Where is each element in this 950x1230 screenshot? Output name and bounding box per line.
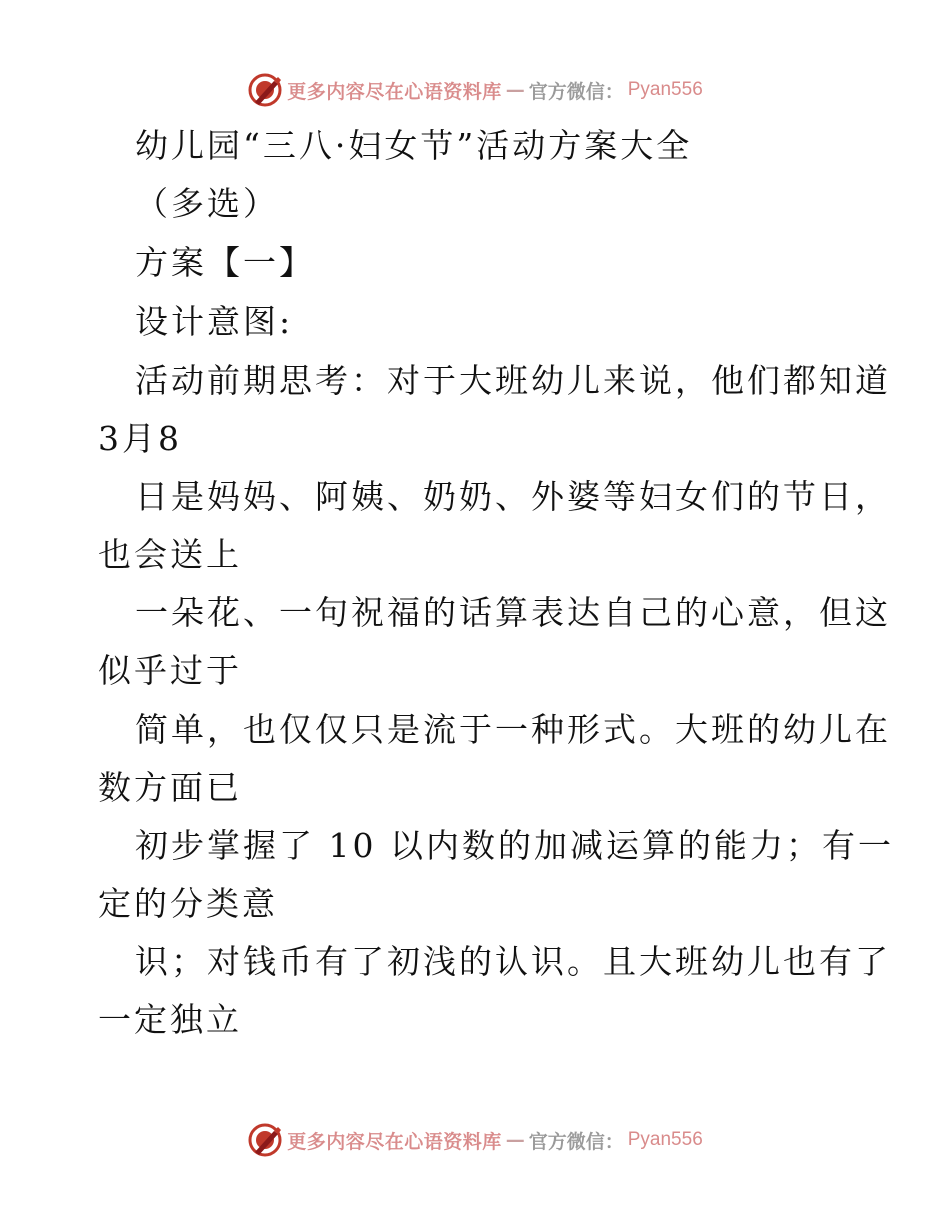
- paragraph-line: 定的分类意: [98, 884, 278, 923]
- header-separator: —: [505, 79, 525, 101]
- header-banner: [0, 70, 950, 110]
- paragraph-line: 数方面已: [98, 768, 242, 807]
- paragraph-line: 一定独立: [98, 1000, 242, 1039]
- section-heading: 方案【一】: [135, 243, 315, 282]
- footer-site-text: 更多内容尽在心语资料库: [287, 1130, 502, 1153]
- header-banner-content: [247, 72, 703, 108]
- footer-separator: —: [505, 1129, 525, 1151]
- paragraph-line: 活动前期思考：对于大班幼儿来说，他们都知道: [135, 361, 891, 400]
- header-wechat-label: 官方微信：: [528, 80, 624, 103]
- paragraph-line: 识；对钱币有了初浅的认识。且大班幼儿也有了: [135, 942, 891, 981]
- document-title: 幼儿园“三八·妇女节”活动方案大全: [135, 126, 693, 165]
- header-site-text: 更多内容尽在心语资料库: [287, 80, 502, 103]
- header-wechat-id: Pyan556: [627, 79, 703, 100]
- footer-wechat-label: 官方微信：: [528, 1130, 624, 1153]
- design-intent-heading: 设计意图:: [135, 302, 294, 341]
- paragraph-line: 初步掌握了 10 以内数的加减运算的能力；有一: [135, 826, 894, 865]
- paragraph-line: 3月8: [98, 419, 182, 458]
- pen-logo-icon: [247, 1122, 283, 1158]
- pen-logo-icon: [247, 72, 283, 108]
- paragraph-line: 简单，也仅仅只是流于一种形式。大班的幼儿在: [135, 710, 891, 749]
- paragraph-line: 也会送上: [98, 535, 242, 574]
- footer-wechat-id: Pyan556: [627, 1129, 703, 1150]
- document-subtitle: （多选）: [135, 184, 279, 223]
- footer-banner-content: [247, 1122, 703, 1158]
- paragraph-line: 一朵花、一句祝福的话算表达自己的心意，但这: [135, 593, 891, 632]
- paragraph-line: 日是妈妈、阿姨、奶奶、外婆等妇女们的节日，: [135, 477, 891, 516]
- footer-banner: [0, 1120, 950, 1160]
- paragraph-line: 似乎过于: [98, 651, 242, 690]
